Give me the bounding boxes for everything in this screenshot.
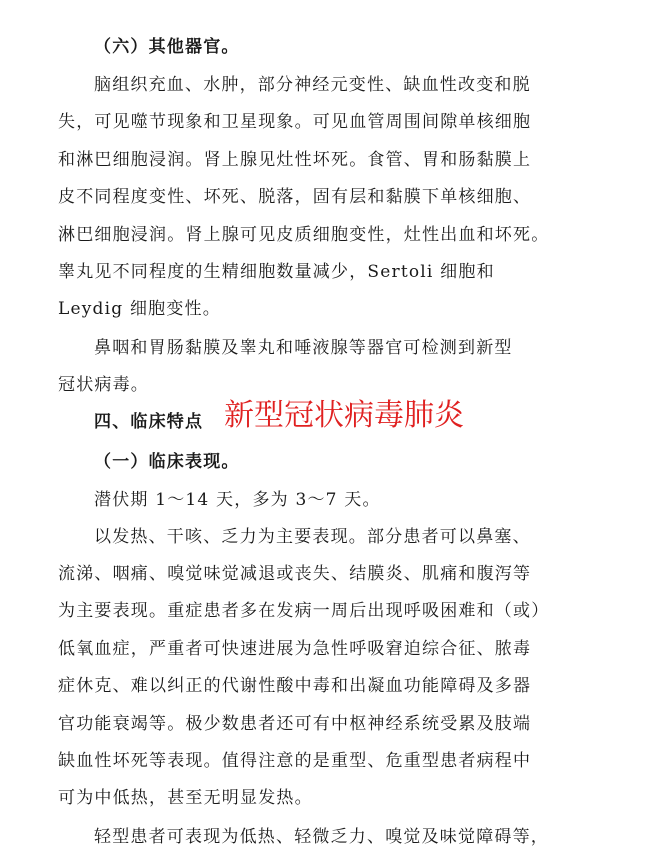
paragraph-line: Leydig 细胞变性。 <box>58 299 221 319</box>
paragraph-line: 淋巴细胞浸润。肾上腺可见皮质细胞变性，灶性出血和坏死。 <box>58 225 550 245</box>
incubation-line: 潜伏期 1～14 天，多为 3～7 天。 <box>94 490 381 510</box>
paragraph-line: 轻型患者可表现为低热、轻微乏力、嗅觉及味觉障碍等， <box>94 827 549 847</box>
section-four-heading: 四、临床特点 <box>94 412 204 432</box>
overlay-title: 新型冠状病毒肺炎 <box>224 398 464 433</box>
paragraph-line: 官功能衰竭等。极少数患者还可有中枢神经系统受累及肢端 <box>58 714 532 734</box>
paragraph-line: 缺血性坏死等表现。值得注意的是重型、危重型患者病程中 <box>58 751 532 771</box>
paragraph-line: 和淋巴细胞浸润。肾上腺见灶性坏死。食管、胃和肠黏膜上 <box>58 150 532 170</box>
paragraph-line: 脑组织充血、水肿，部分神经元变性、缺血性改变和脱 <box>94 75 531 95</box>
paragraph-line: 鼻咽和胃肠黏膜及睾丸和唾液腺等器官可检测到新型 <box>94 338 513 358</box>
paragraph-line: 低氧血症，严重者可快速进展为急性呼吸窘迫综合征、脓毒 <box>58 639 532 659</box>
paragraph-line: 流涕、咽痛、嗅觉味觉减退或丧失、结膜炎、肌痛和腹泻等 <box>58 564 532 584</box>
paragraph-line: 睾丸见不同程度的生精细胞数量减少，Sertoli 细胞和 <box>58 262 495 282</box>
paragraph-line: 为主要表现。重症患者多在发病一周后出现呼吸困难和（或） <box>58 601 550 621</box>
paragraph-line: 冠状病毒。 <box>58 375 149 395</box>
section-six-heading: （六）其他器官。 <box>94 37 240 57</box>
paragraph-line: 失，可见噬节现象和卫星现象。可见血管周围间隙单核细胞 <box>58 112 532 132</box>
subsection-one-heading: （一）临床表现。 <box>94 452 240 472</box>
paragraph-line: 症休克、难以纠正的代谢性酸中毒和出凝血功能障碍及多器 <box>58 676 532 696</box>
paragraph-line: 可为中低热，甚至无明显发热。 <box>58 788 313 808</box>
paragraph-line: 以发热、干咳、乏力为主要表现。部分患者可以鼻塞、 <box>94 527 531 547</box>
paragraph-line: 皮不同程度变性、坏死、脱落，固有层和黏膜下单核细胞、 <box>58 187 532 207</box>
